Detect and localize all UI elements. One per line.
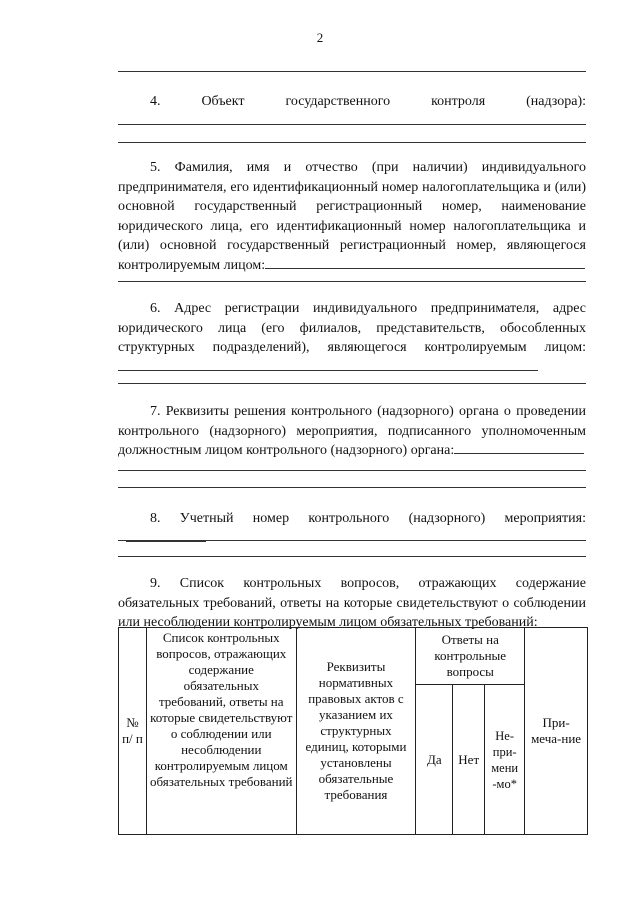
header-note: При-меча-ние [525, 628, 588, 835]
section-6 [118, 299, 586, 377]
blank-line[interactable] [118, 487, 586, 488]
header-requisites: Реквизиты нормативных правовых актов с указанием их структурных единиц, которыми установлены обязательные требования [296, 628, 416, 835]
header-no: Нет [453, 685, 485, 835]
checklist-table [118, 627, 588, 835]
header-not-applicable: Не-при-мени -мо* [485, 685, 525, 835]
blank-line[interactable] [118, 383, 586, 384]
section-7 [118, 402, 586, 461]
header-answers: Ответы на контрольные вопросы [416, 628, 525, 685]
blank-line[interactable] [454, 441, 584, 454]
section-7-text: 7. Реквизиты решения контрольного (надзорного) органа о проведении контрольного (надзорного) мероприятия, подписанного уполномоченным должностным лицом контрольного (надзорного) органа: [118, 404, 586, 458]
section-9-text: 9. Список контрольных вопросов, отражающих содержание обязательных требований, ответы на которые свидетельствуют о соблюдении или несоблюдении контролируемым лицом обязательных требований: [118, 576, 586, 630]
blank-line[interactable] [265, 256, 585, 269]
blank-line[interactable] [118, 281, 586, 282]
blank-line[interactable] [118, 358, 538, 371]
blank-line[interactable] [118, 124, 586, 125]
section-8-text: 8. Учетный номер контрольного (надзорного) мероприятия: [150, 511, 586, 526]
page-number: 2 [316, 30, 324, 45]
blank-line[interactable] [118, 540, 586, 541]
section-6-text: 6. Адрес регистрации индивидуального предпринимателя, адрес юридического лица (его филиалов, представительств, обособленных структурных подразделений), являющегося контролируемым лицом: [118, 301, 586, 355]
blank-line[interactable] [118, 470, 586, 471]
section-8 [118, 509, 586, 548]
header-number: № п/ п [119, 628, 147, 835]
blank-line[interactable] [118, 556, 586, 557]
section-9 [118, 574, 586, 633]
section-5-text: 5. Фамилия, имя и отчество (при наличии) индивидуального предпринимателя, его идентификационный номер налогоплательщика и (или) основной государственный регистрационный номер, наименование юридического лица, его идентификационный номер налогоплательщика и (или) основной государственный регистрационный номер, являющегося контролируемым лицом: [118, 160, 586, 273]
section-4-text: 4. Объект государственного контроля (надзора): [150, 94, 586, 109]
header-questions: Список контрольных вопросов, отражающих содержание обязательных требований, ответы на которые свидетельствуют о соблюдении или несоблюдении контролируемым лицом обязательных требований [146, 628, 296, 835]
blank-line[interactable] [118, 142, 586, 143]
blank-line[interactable] [118, 112, 268, 125]
section-5 [118, 158, 586, 275]
section-4 [118, 92, 586, 131]
blank-line[interactable] [118, 71, 586, 72]
header-yes: Да [416, 685, 453, 835]
